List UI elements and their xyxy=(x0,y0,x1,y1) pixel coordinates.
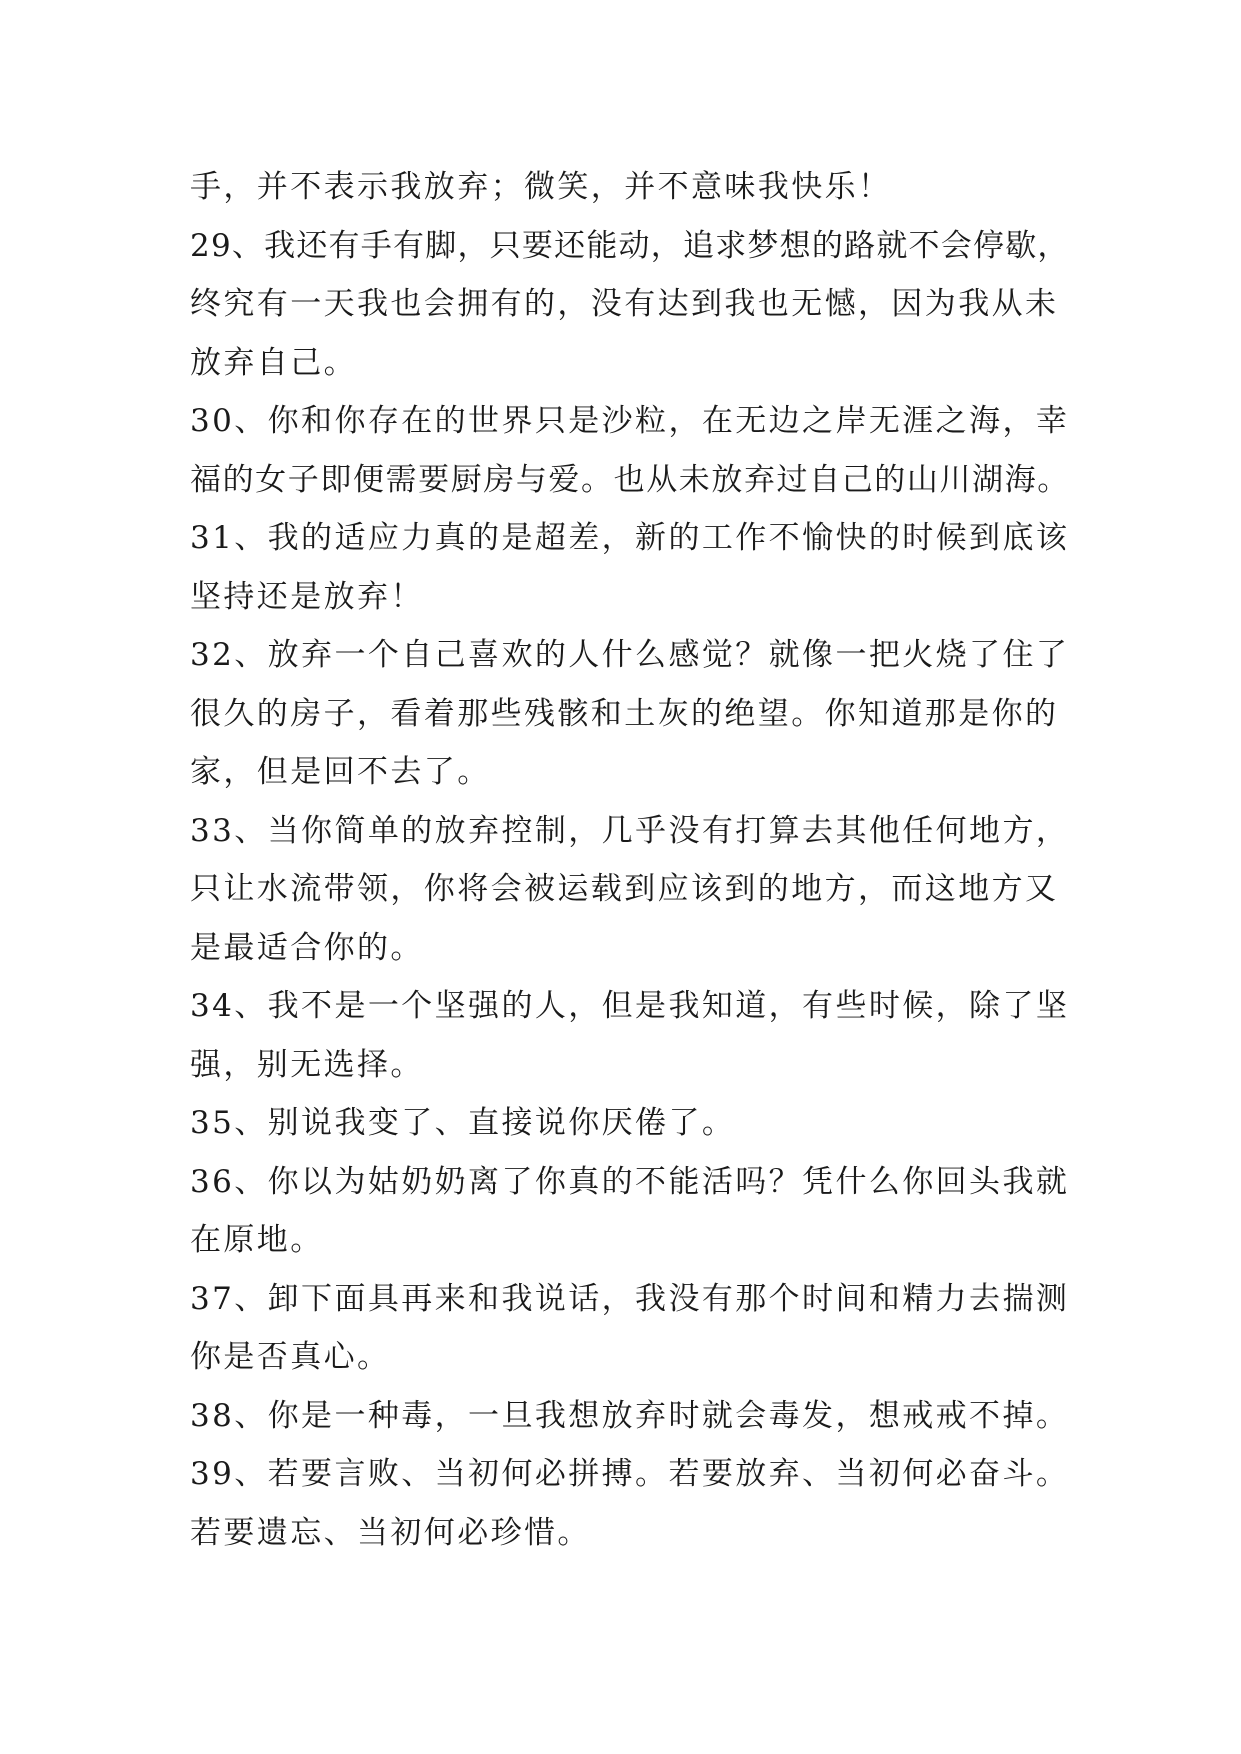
text-line: 家，但是回不去了。 xyxy=(190,754,491,790)
text-line: 37、卸下面具再来和我说话，我没有那个时间和精力去揣测 xyxy=(190,1280,1070,1317)
text-line: 39、若要言败、当初何必拼搏。若要放弃、当初何必奋斗。 xyxy=(190,1456,1070,1492)
text-line: 若要遗忘、当初何必珍惜。 xyxy=(190,1514,591,1551)
text-line: 福的女子即便需要厨房与爱。也从未放弃过自己的山川湖海。 xyxy=(190,461,1070,498)
text-line: 在原地。 xyxy=(190,1222,324,1258)
text-line: 手，并不表示我放弃；微笑，并不意味我快乐！ xyxy=(190,169,892,205)
text-line: 30、你和你存在的世界只是沙粒，在无边之岸无涯之海，幸 xyxy=(190,403,1070,439)
text-line: 35、别说我变了、直接说你厌倦了。 xyxy=(190,1105,736,1141)
text-line: 你是否真心。 xyxy=(190,1339,391,1375)
text-line: 是最适合你的。 xyxy=(190,929,424,966)
text-line: 34、我不是一个坚强的人，但是我知道，有些时候，除了坚 xyxy=(190,988,1070,1024)
text-line: 32、放弃一个自己喜欢的人什么感觉？就像一把火烧了住了 xyxy=(190,637,1070,673)
text-line: 33、当你简单的放弃控制，几乎没有打算去其他任何地方， xyxy=(190,812,1070,849)
text-line: 放弃自己。 xyxy=(190,344,357,381)
text-line: 坚持还是放弃！ xyxy=(190,578,424,615)
text-line: 38、你是一种毒，一旦我想放弃时就会毒发，想戒戒不掉。 xyxy=(190,1397,1070,1434)
text-line: 终究有一天我也会拥有的，没有达到我也无憾，因为我从未 xyxy=(190,286,1059,322)
text-line: 29、我还有手有脚，只要还能动，追求梦想的路就不会停歇， xyxy=(190,227,1070,264)
text-line: 很久的房子，看着那些残骸和土灰的绝望。你知道那是你的 xyxy=(190,695,1059,732)
text-line: 31、我的适应力真的是超差，新的工作不愉快的时候到底该 xyxy=(190,520,1070,556)
text-line: 36、你以为姑奶奶离了你真的不能活吗？凭什么你回头我就 xyxy=(190,1163,1070,1200)
text-line: 强，别无选择。 xyxy=(190,1046,424,1083)
document-body xyxy=(190,158,1070,1562)
text-line: 只让水流带领，你将会被运载到应该到的地方，而这地方又 xyxy=(190,871,1059,907)
